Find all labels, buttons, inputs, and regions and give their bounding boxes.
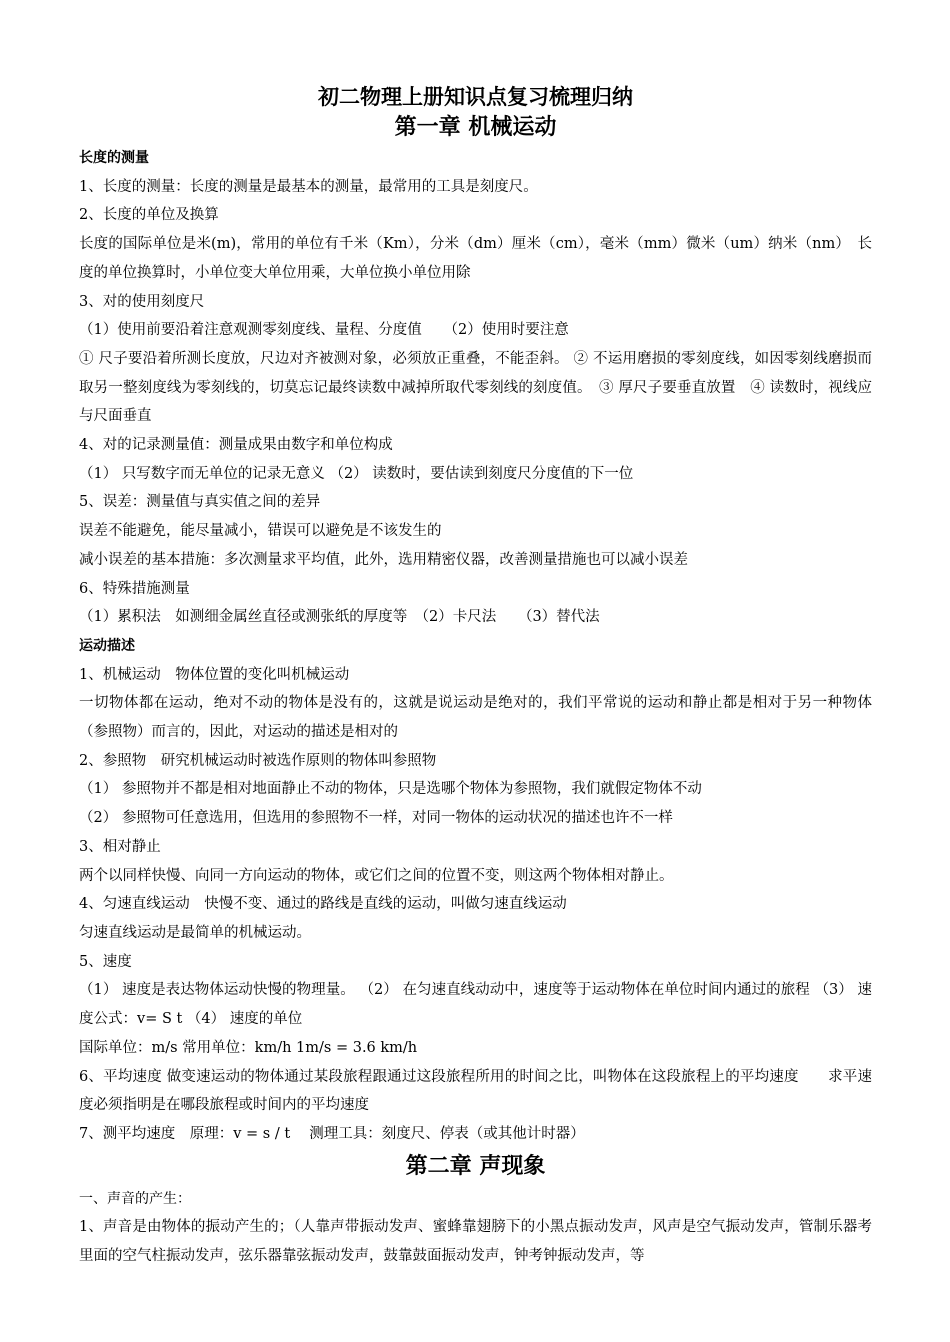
section-heading-sound: 一、声音的产生： <box>79 1190 191 1207</box>
body-line: 5、误差：测量值与真实值之间的差异 <box>79 494 321 511</box>
body-line: 2、长度的单位及换算 <box>79 207 219 224</box>
body-line: 5、速度 <box>79 953 132 970</box>
body-line: 国际单位：m/s 常用单位：km/h 1m/s = 3.6 km/h <box>79 1039 418 1056</box>
body-line: 4、匀速直线运动 快慢不变、通过的路线是直线的运动，叫做匀速直线运动 <box>79 896 567 913</box>
chapter-2-title: 第二章 声现象 <box>405 1153 546 1179</box>
body-line: 4、对的记录测量值：测量成果由数字和单位构成 <box>79 437 393 454</box>
chapter-1-title: 第一章 机械运动 <box>394 115 557 140</box>
section-motion-description <box>79 632 872 1149</box>
section-heading-length: 长度的测量 <box>79 150 149 166</box>
body-line: 2、参照物 研究机械运动时被选作原则的物体叫参照物 <box>79 752 437 769</box>
body-line: （1）累积法 如测细金属丝直径或测张纸的厚度等 （2）卡尺法 （3）替代法 <box>79 609 600 626</box>
body-line: ① 尺子要沿着所测长度放，尺边对齐被测对象，必须放正重叠，不能歪斜。 ② 不运用磨损的零刻度线，如因零刻线磨损而取另一整刻度线为零刻线的，切莫忘记最终读数中减掉所取代零刻线的刻度值。 ③ 厚尺子要垂直放置 ④ 读数时，视线应与尺面垂直 <box>79 350 872 425</box>
body-line: 1、声音是由物体的振动产生的；（人靠声带振动发声、蜜蜂靠翅膀下的小黑点振动发声，风声是空气振动发声，管制乐器考里面的空气柱振动发声，弦乐器靠弦振动发声，鼓靠鼓面振动发声，钟考钟振动发声，等 <box>79 1219 872 1265</box>
body-line: 3、相对静止 <box>79 838 161 855</box>
body-line: （1）使用前要沿着注意观测零刻度线、量程、分度值 （2）使用时要注意 <box>79 322 569 339</box>
body-line: 长度的国际单位是米(m)，常用的单位有千米（Km），分米（dm）厘米（cm），毫米（mm）微米（um）纳米（nm） 长度的单位换算时，小单位变大单位用乘，大单位换小单位用除 <box>79 236 872 281</box>
body-line: 1、长度的测量：长度的测量是最基本的测量，最常用的工具是刻度尺。 <box>79 178 538 195</box>
body-line: （1） 速度是表达物体运动快慢的物理量。 （2） 在匀速直线动动中，速度等于运动物体在单位时间内通过的旅程 （3） 速度公式：v= S t （4） 速度的单位 <box>79 982 872 1028</box>
body-line: 7、测平均速度 原理：v = s / t 测理工具：刻度尺、停表（或其他计时器） <box>79 1125 585 1142</box>
body-line: 减小误差的基本措施：多次测量求平均值，此外，选用精密仪器，改善测量措施也可以减小误差 <box>79 551 688 568</box>
document-title: 初二物理上册知识点复习梳理归纳 <box>318 85 633 109</box>
body-line: 两个以同样快慢、向同一方向运动的物体，或它们之间的位置不变，则这两个物体相对静止。 <box>79 867 674 884</box>
body-line: 3、对的使用刻度尺 <box>79 293 205 310</box>
body-line: 误差不能避免，能尽量减小，错误可以避免是不该发生的 <box>79 523 442 540</box>
section-sound-production <box>79 1185 872 1271</box>
body-line: （2） 参照物可任意选用，但选用的参照物不一样，对同一物体的运动状况的描述也许不一样 <box>79 810 673 827</box>
body-line: 一切物体都在运动，绝对不动的物体是没有的，这就是说运动是绝对的，我们平常说的运动和静止都是相对于另一种物体（参照物）而言的，因此，对运动的描述是相对的 <box>79 695 872 741</box>
section-heading-motion: 运动描述 <box>79 637 135 654</box>
body-line: 6、特殊措施测量 <box>79 580 190 597</box>
body-line: （1） 参照物并不都是相对地面静止不动的物体，只是选哪个物体为参照物，我们就假定物体不动 <box>79 781 702 798</box>
section-length-measurement <box>79 144 872 632</box>
body-line: 6、平均速度 做变速运动的物体通过某段旅程跟通过这段旅程所用的时间之比，叫物体在这段旅程上的平均速度 求平速度必须指明是在哪段旅程或时间内的平均速度 <box>79 1068 872 1114</box>
body-line: 匀速直线运动是最简单的机械运动。 <box>79 924 311 941</box>
body-line: （1） 只写数字而无单位的记录无意义 （2） 读数时，要估读到刻度尺分度值的下一位 <box>79 465 634 482</box>
body-line: 1、机械运动 物体位置的变化叫机械运动 <box>79 666 350 683</box>
